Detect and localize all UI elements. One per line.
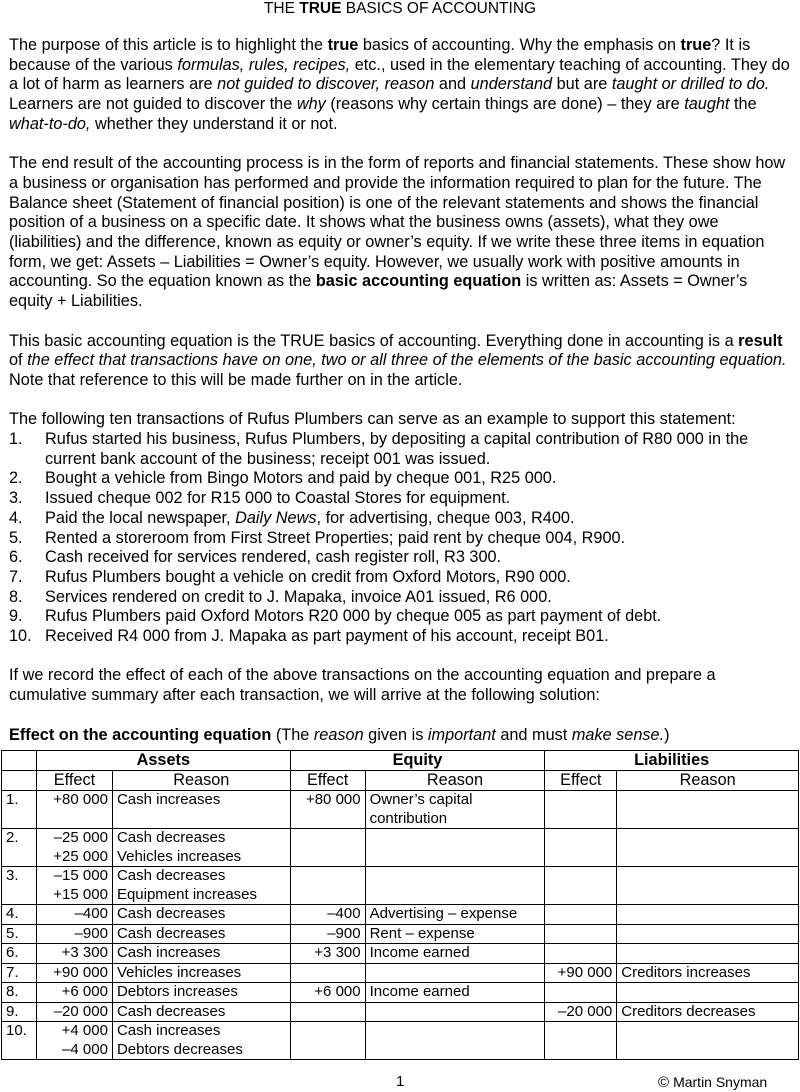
equity-effect-cell	[290, 1002, 365, 1022]
liabilities-effect-header: Effect	[545, 771, 617, 791]
transaction-text: Rented a storeroom from First Street Properties; paid rent by cheque 004, R900.	[45, 528, 626, 547]
assets-effect-line: +4 000	[61, 1022, 108, 1039]
row-number-cell: 8.	[2, 983, 37, 1003]
intro-paragraph: The purpose of this article is to highlight the true basics of accounting. Why the emphasis on true? It is because of the various formulas, rules, recipes, etc., used in the elementary teaching of accounting. They do a lot of harm as learners are not guided to discover, reason and understand but are taught or drilled to do. Learners are not guided to discover the why (reasons why certain things are done) – they are taught the what-to-do, whether they understand it or not.	[9, 36, 790, 133]
equity-reason-cell	[365, 905, 545, 925]
transaction-number: 8.	[9, 587, 23, 606]
assets-effect-cell	[36, 983, 112, 1003]
assets-effect-line: +3 300	[61, 944, 108, 961]
liabilities-reason-cell	[617, 963, 799, 983]
assets-reason-cell	[112, 1002, 290, 1022]
assets-effect-line: +15 000	[53, 885, 108, 903]
transaction-item	[9, 607, 791, 627]
transaction-item	[9, 469, 791, 489]
row-number-cell: 4.	[2, 905, 37, 925]
transaction-text: Received R4 000 from J. Mapaka as part payment of his account, receipt B01.	[45, 627, 609, 646]
transaction-text: Rufus started his business, Rufus Plumbers, by depositing a capital contribution of R80 000 in the current bank account of the business; receipt 001 was issued.	[45, 430, 749, 468]
assets-effect-line: –4 000	[62, 1040, 108, 1058]
transaction-text: , for advertising, cheque 003, R400.	[316, 508, 575, 527]
equity-effect-cell	[290, 944, 365, 964]
assets-reason-line: Cash decreases	[116, 924, 226, 942]
transaction-item	[9, 568, 791, 588]
equity-effect-cell	[290, 905, 365, 925]
assets-effect-line: –25 000	[53, 829, 108, 846]
transaction-item	[9, 548, 791, 568]
equity-reason-line: contribution	[369, 809, 448, 827]
assets-effect-line: +90 000	[53, 963, 108, 981]
transactions-list	[9, 430, 791, 647]
equity-effect-line: –400	[327, 905, 361, 922]
table-group-header	[2, 751, 799, 771]
transaction-number: 6.	[9, 548, 23, 567]
transaction-text: Daily News	[235, 508, 317, 527]
assets-effect-line: +80 000	[53, 791, 108, 808]
transaction-item	[9, 627, 791, 647]
assets-reason-cell	[112, 924, 290, 944]
assets-effect-cell	[36, 905, 112, 925]
transaction-text: Paid the local newspaper,	[45, 508, 236, 527]
assets-effect-line: +25 000	[53, 847, 108, 865]
assets-reason-line: Cash decreases	[116, 905, 226, 922]
transactions-intro: The following ten transactions of Rufus Plumbers can serve as an example to support this statement:	[9, 410, 736, 429]
equity-reason-header: Reason	[365, 771, 545, 791]
assets-effect-cell	[36, 963, 112, 983]
assets-reason-line: Debtors increases	[116, 983, 238, 1000]
equity-reason-cell	[365, 1022, 545, 1060]
table-row	[2, 1022, 799, 1060]
assets-effect-cell	[36, 791, 112, 829]
assets-reason-line: Cash increases	[116, 944, 221, 961]
assets-effect-cell	[36, 924, 112, 944]
equity-reason-cell	[365, 1002, 545, 1022]
assets-reason-line: Equipment increases	[116, 885, 258, 903]
transaction-number: 7.	[9, 567, 23, 586]
liabilities-effect-cell	[545, 791, 617, 829]
assets-header: Assets	[36, 751, 290, 771]
equity-effect-cell	[290, 924, 365, 944]
assets-reason-cell	[112, 1022, 290, 1060]
equity-effect-header: Effect	[290, 771, 365, 791]
liabilities-reason-header: Reason	[617, 771, 799, 791]
liabilities-reason-cell	[617, 867, 799, 905]
liabilities-reason-cell	[617, 1002, 799, 1022]
liabilities-effect-cell	[545, 867, 617, 905]
equity-reason-cell	[365, 829, 545, 867]
transaction-number: 10.	[9, 627, 32, 646]
equity-effect-line: –900	[327, 924, 361, 942]
equity-reason-line: Income earned	[369, 944, 470, 961]
liabilities-header: Liabilities	[545, 751, 799, 771]
assets-effect-line: –20 000	[53, 1002, 108, 1020]
liabilities-reason-cell	[617, 944, 799, 964]
transaction-item	[9, 588, 791, 608]
page-number: 1	[396, 1073, 405, 1090]
liabilities-effect-cell	[545, 963, 617, 983]
transaction-item	[9, 509, 791, 529]
transaction-number: 1.	[9, 430, 23, 449]
row-number-cell: 1.	[2, 791, 37, 829]
liabilities-effect-cell	[545, 924, 617, 944]
liabilities-effect-cell	[545, 1022, 617, 1060]
table-row	[2, 791, 799, 829]
liabilities-reason-line: Creditors increases	[621, 963, 751, 981]
assets-reason-line: Cash increases	[116, 1022, 221, 1039]
assets-effect-header: Effect	[36, 771, 112, 791]
liabilities-effect-line: +90 000	[557, 963, 613, 981]
assets-reason-line: Debtors decreases	[116, 1040, 243, 1058]
equity-reason-cell	[365, 867, 545, 905]
assets-reason-header: Reason	[112, 771, 290, 791]
transaction-text: Services rendered on credit to J. Mapaka, invoice A01 issued, R6 000.	[45, 587, 552, 606]
transaction-text: Cash received for services rendered, cash register roll, R3 300.	[45, 548, 502, 567]
row-number-cell: 10.	[2, 1022, 37, 1060]
assets-reason-line: Vehicles increases	[116, 963, 242, 981]
corner-cell	[2, 751, 37, 771]
equity-effect-line: +6 000	[314, 983, 361, 1000]
equity-reason-cell	[365, 791, 545, 829]
equity-reason-line: Advertising – expense	[369, 905, 518, 922]
assets-reason-cell	[112, 867, 290, 905]
assets-reason-cell	[112, 829, 290, 867]
equity-reason-line: Rent – expense	[369, 924, 475, 942]
equation-paragraph: This basic accounting equation is the TRUE basics of accounting. Everything done in accounting is a result of the effect that transactions have on one, two or all three of the elements of the basic accounting equation. Note that reference to this will be made further on in the article.	[9, 331, 787, 389]
assets-reason-line: Cash decreases	[116, 867, 226, 884]
equity-effect-cell	[290, 829, 365, 867]
assets-reason-cell	[112, 983, 290, 1003]
solution-intro: If we record the effect of each of the above transactions on the accounting equation and prepare a cumulative summary after each transaction, we will arrive at the following solution:	[9, 666, 716, 705]
liabilities-effect-line: –20 000	[558, 1002, 613, 1020]
table-row	[2, 829, 799, 867]
assets-effect-cell	[36, 1002, 112, 1022]
table-sub-header	[2, 771, 799, 791]
assets-effect-cell	[36, 829, 112, 867]
equity-reason-cell	[365, 983, 545, 1003]
equity-reason-cell	[365, 963, 545, 983]
liabilities-effect-cell	[545, 983, 617, 1003]
transaction-number: 4.	[9, 508, 23, 527]
equity-effect-line: +80 000	[305, 791, 361, 808]
corner-cell	[2, 771, 37, 791]
table-row	[2, 924, 799, 944]
table-row	[2, 867, 799, 905]
effect-heading: Effect on the accounting equation (The reason given is important and must make sense.)	[9, 725, 670, 744]
liabilities-effect-cell	[545, 1002, 617, 1022]
liabilities-effect-cell	[545, 829, 617, 867]
transaction-item	[9, 489, 791, 509]
equity-effect-line: +3 300	[314, 944, 361, 961]
assets-reason-cell	[112, 944, 290, 964]
transaction-number: 9.	[9, 607, 23, 626]
liabilities-reason-cell	[617, 791, 799, 829]
transaction-number: 2.	[9, 469, 23, 488]
table-row	[2, 944, 799, 964]
transaction-number: 3.	[9, 489, 23, 508]
table-row	[2, 905, 799, 925]
liabilities-reason-line: Creditors decreases	[621, 1002, 756, 1020]
transaction-text: Bought a vehicle from Bingo Motors and paid by cheque 001, R25 000.	[45, 469, 557, 488]
assets-effect-cell	[36, 1022, 112, 1060]
equity-effect-cell	[290, 1022, 365, 1060]
assets-effect-cell	[36, 867, 112, 905]
assets-effect-line: –15 000	[53, 867, 108, 884]
equity-reason-cell	[365, 924, 545, 944]
row-number-cell: 5.	[2, 924, 37, 944]
document-title: THE TRUE BASICS OF ACCOUNTING	[263, 0, 537, 17]
transaction-number: 5.	[9, 528, 23, 547]
assets-effect-line: –400	[74, 905, 108, 922]
equity-reason-line: Income earned	[369, 983, 470, 1000]
document-page	[9, 0, 791, 745]
row-number-cell: 9.	[2, 1002, 37, 1022]
transaction-item	[9, 430, 791, 469]
row-number-cell: 3.	[2, 867, 37, 905]
financial-statements-paragraph: The end result of the accounting process is in the form of reports and financial statements. These show how a business or organisation has performed and provide the information required to plan for the future. The Balance sheet (Statement of financial position) is one of the relevant statements and shows the financial position of a business on a specific date. It shows what the business owns (assets), what they owe (liabilities) and the difference, known as equity or owner’s equity. If we write these three items in equation form, we get: Assets – Liabilities = Owner’s equity. However, we usually work with positive amounts in accounting. So the equation known as the basic accounting equation is written as: Assets = Owner’s equity + Liabilities.	[9, 154, 786, 311]
equity-effect-cell	[290, 963, 365, 983]
transaction-text: Rufus Plumbers bought a vehicle on credit from Oxford Motors, R90 000.	[45, 567, 571, 586]
effect-table	[1, 750, 799, 1060]
row-number-cell: 2.	[2, 829, 37, 867]
table-row	[2, 983, 799, 1003]
row-number-cell: 6.	[2, 944, 37, 964]
table-row	[2, 1002, 799, 1022]
row-number-cell: 7.	[2, 963, 37, 983]
transaction-item	[9, 529, 791, 549]
assets-reason-line: Cash decreases	[116, 1002, 226, 1020]
assets-reason-cell	[112, 905, 290, 925]
assets-effect-cell	[36, 944, 112, 964]
assets-reason-line: Cash decreases	[116, 829, 226, 846]
transaction-text: Rufus Plumbers paid Oxford Motors R20 000 by cheque 005 as part payment of debt.	[45, 607, 662, 626]
assets-effect-line: +6 000	[61, 983, 108, 1000]
assets-effect-line: –900	[74, 924, 108, 942]
equity-header: Equity	[290, 751, 545, 771]
assets-reason-line: Cash increases	[116, 791, 221, 808]
copyright	[658, 1074, 767, 1091]
copyright-icon: ©	[658, 1074, 670, 1091]
liabilities-reason-cell	[617, 829, 799, 867]
liabilities-reason-cell	[617, 1022, 799, 1060]
transaction-text: Issued cheque 002 for R15 000 to Coastal Stores for equipment.	[45, 489, 511, 508]
equity-effect-cell	[290, 983, 365, 1003]
equity-effect-cell	[290, 791, 365, 829]
table-row	[2, 963, 799, 983]
liabilities-effect-cell	[545, 944, 617, 964]
liabilities-reason-cell	[617, 983, 799, 1003]
author: Martin Snyman	[673, 1074, 768, 1090]
liabilities-reason-cell	[617, 905, 799, 925]
assets-reason-cell	[112, 963, 290, 983]
assets-reason-cell	[112, 791, 290, 829]
equity-effect-cell	[290, 867, 365, 905]
liabilities-effect-cell	[545, 905, 617, 925]
equity-reason-line: Owner’s capital	[369, 791, 473, 808]
equity-reason-cell	[365, 944, 545, 964]
assets-reason-line: Vehicles increases	[116, 847, 242, 865]
liabilities-reason-cell	[617, 924, 799, 944]
